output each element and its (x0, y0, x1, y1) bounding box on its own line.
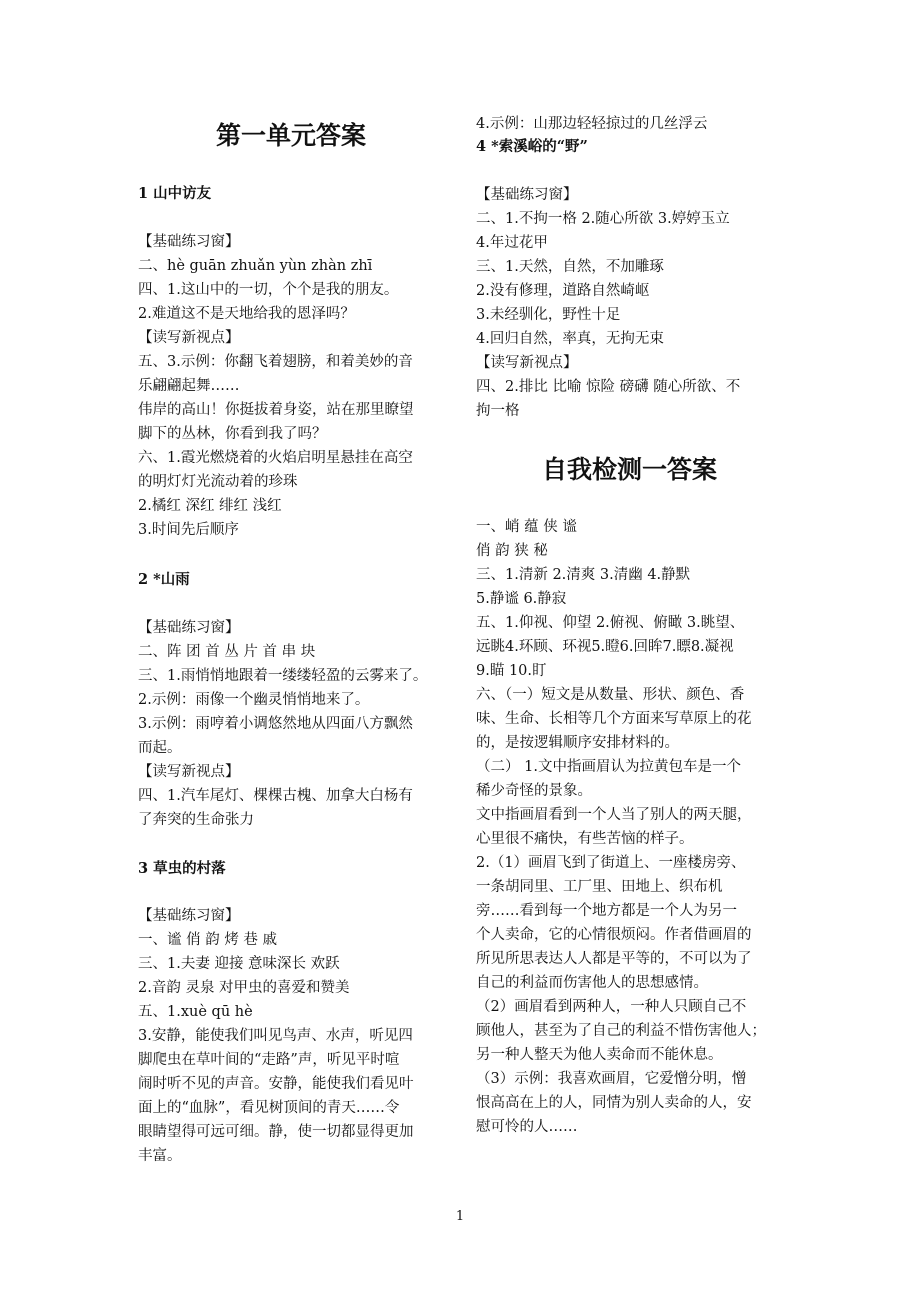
answer-line: 2.没有修理，道路自然崎岖 (476, 283, 650, 299)
answer-line: 远眺4.环顾、环视5.瞪6.回眸7.瞟8.凝视 (476, 639, 734, 655)
answer-line: 而起。 (138, 740, 182, 756)
answer-line: 五、1.xuè qū hè (138, 1004, 253, 1020)
answer-line: 了奔突的生命张力 (138, 812, 254, 828)
answer-line: 四、1.这山中的一切，个个是我的朋友。 (138, 282, 399, 298)
answer-line: 5.静谧 6.静寂 (476, 591, 567, 607)
answer-line: 4.回归自然，率真，无拘无束 (476, 331, 664, 347)
answer-line: 所见所思表达人人都是平等的，不可以为了 (476, 951, 752, 967)
answer-line: （二） 1.文中指画眉认为拉黄包车是一个 (476, 759, 741, 775)
unit-answers-title: 第一单元答案 (216, 121, 367, 150)
answer-line: 的明灯灯光流动着的珍珠 (138, 474, 298, 490)
answer-line: 稀少奇怪的景象。 (476, 783, 592, 799)
answer-line: 五、3.示例：你翻飞着翅膀，和着美妙的音 (138, 354, 413, 370)
answer-line: 二、阵 团 首 丛 片 首 串 块 (138, 644, 316, 660)
answer-line: 一条胡同里、工厂里、田地上、织布机 (476, 879, 723, 895)
answer-line: 四、2.排比 比喻 惊险 磅礴 随心所欲、不 (476, 379, 741, 395)
lesson-heading: 3 草虫的村落 (138, 860, 226, 877)
answer-line: 脚下的丛林，你看到我了吗？ (138, 426, 327, 442)
section-label: 【读写新视点】 (476, 355, 578, 371)
section-label: 【基础练习窗】 (138, 908, 240, 924)
answer-line: 2.橘红 深红 绯红 浅红 (138, 498, 282, 514)
self-test-answers-title: 自我检测一答案 (542, 455, 718, 484)
answer-line: 俏 韵 狭 秘 (476, 543, 548, 559)
answer-line: 丰富。 (138, 1148, 182, 1164)
answer-line: 三、1.夫妻 迎接 意味深长 欢跃 (138, 956, 340, 972)
answer-line: 乐翩翩起舞…… (138, 378, 240, 394)
answer-line: 4.示例：山那边轻轻掠过的几丝浮云 (476, 116, 708, 132)
answer-line: （2）画眉看到两种人，一种人只顾自己不 (476, 999, 747, 1015)
answer-line: 脚爬虫在草叶间的“走路”声，听见平时喧 (138, 1052, 400, 1068)
answer-line: 自己的利益而伤害他人的思想感情。 (476, 975, 708, 991)
answer-line: 3.未经驯化，野性十足 (476, 307, 621, 323)
answer-line: 另一种人整天为他人卖命而不能休息。 (476, 1047, 723, 1063)
answer-line: 五、1.仰视、仰望 2.俯视、俯瞰 3.眺望、 (476, 615, 745, 631)
section-label: 【基础练习窗】 (476, 187, 578, 203)
answer-line: 四、1.汽车尾灯、棵棵古槐、加拿大白杨有 (138, 788, 413, 804)
answer-line: 一、峭 蕴 侠 谧 (476, 519, 577, 535)
answer-line: 顾他人，甚至为了自己的利益不惜伤害他人； (476, 1023, 766, 1039)
answer-line: 3.安静，能使我们叫见鸟声、水声，听见四 (138, 1028, 413, 1044)
answer-line: 六、（一）短文是从数量、形状、颜色、香 (476, 687, 745, 703)
answer-line: 2.音韵 灵泉 对甲虫的喜爱和赞美 (138, 980, 350, 996)
answer-line: 二、1.不拘一格 2.随心所欲 3.婷婷玉立 (476, 211, 730, 227)
answer-line: 味、生命、长相等几个方面来写草原上的花 (476, 711, 752, 727)
answer-line: 眼睛望得可远可细。静，使一切都显得更加 (138, 1124, 414, 1140)
answer-line: 三、1.雨悄悄地跟着一缕缕轻盈的云雾来了。 (138, 668, 428, 684)
answer-line: 拘一格 (476, 403, 520, 419)
section-label: 【基础练习窗】 (138, 234, 240, 250)
answer-line: 4.年过花甲 (476, 235, 548, 251)
section-label: 【基础练习窗】 (138, 620, 240, 636)
answer-line: 文中指画眉看到一个人当了别人的两天腿， (476, 807, 752, 823)
page-number: 1 (455, 1209, 465, 1224)
answer-line: 个人卖命，它的心情很烦闷。作者借画眉的 (476, 927, 752, 943)
answer-line: 的，是按逻辑顺序安排材料的。 (476, 735, 679, 751)
answer-line: 心里很不痛快，有些苦恼的样子。 (476, 831, 694, 847)
answer-line: 二、hè guān zhuǎn yùn zhàn zhī (138, 258, 373, 274)
answer-line: 一、谧 俏 韵 烤 巷 戚 (138, 932, 278, 948)
lesson-heading: 4 *索溪峪的“野” (476, 138, 588, 155)
answer-line: 三、1.天然，自然，不加雕琢 (476, 259, 664, 275)
answer-line: 恨高高在上的人，同情为别人卖命的人，安 (476, 1095, 752, 1111)
lesson-heading: 2 *山雨 (138, 571, 190, 588)
answer-line: 六、1.霞光燃烧着的火焰启明星悬挂在高空 (138, 450, 413, 466)
answer-line: 闹时听不见的声音。安静，能使我们看见叶 (138, 1076, 414, 1092)
answer-line: 3.示例：雨哼着小调悠然地从四面八方飘然 (138, 716, 413, 732)
answer-line: 2.（1）画眉飞到了街道上、一座楼房旁、 (476, 855, 746, 871)
answer-line: 面上的“血脉”，看见树顶间的青天……令 (138, 1100, 400, 1116)
answer-line: 2.示例：雨像一个幽灵悄悄地来了。 (138, 692, 370, 708)
answer-line: 慰可怜的人…… (476, 1119, 578, 1135)
answer-line: 3.时间先后顺序 (138, 522, 239, 538)
answer-line: 旁……看到每一个地方都是一个人为另一 (476, 903, 737, 919)
answer-line: 2.难道这不是天地给我的恩泽吗？ (138, 306, 355, 322)
section-label: 【读写新视点】 (138, 330, 240, 346)
answer-line: 三、1.清新 2.清爽 3.清幽 4.静默 (476, 567, 691, 583)
lesson-heading: 1 山中访友 (138, 185, 212, 202)
answer-line: 9.瞄 10.盯 (476, 663, 547, 679)
answer-line: （3）示例：我喜欢画眉，它爱憎分明，憎 (476, 1071, 747, 1087)
section-label: 【读写新视点】 (138, 764, 240, 780)
answer-line: 伟岸的高山！你挺拔着身姿，站在那里瞭望 (138, 402, 414, 418)
